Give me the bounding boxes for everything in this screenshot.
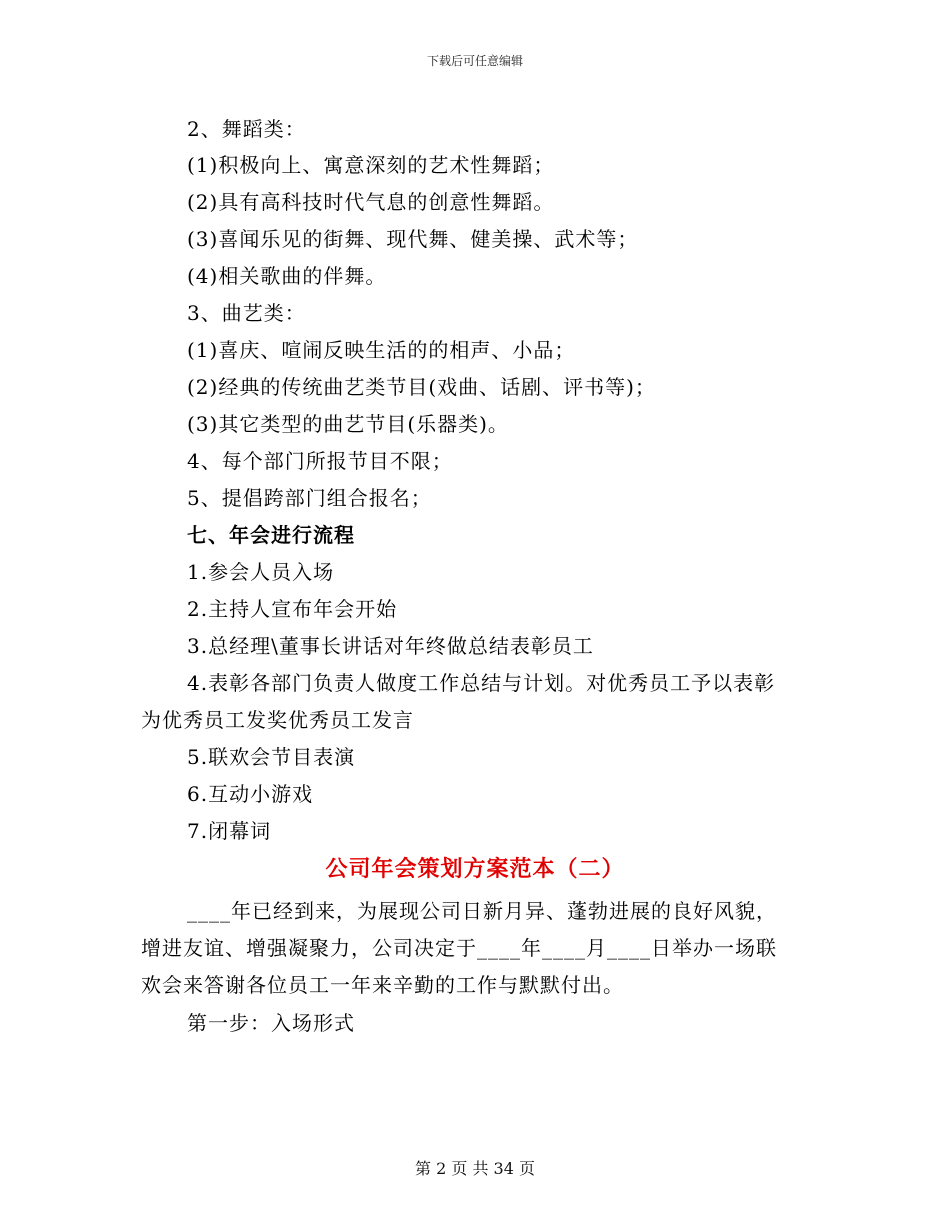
list-item: 2.主持人宣布年会开始 [187,597,398,621]
section-quyi-heading: 3、曲艺类： [187,301,306,325]
list-item: 4、每个部门所报节目不限； [187,449,453,473]
list-item: 5.联欢会节目表演 [187,745,356,769]
list-item: 5、提倡跨部门组合报名； [187,486,432,510]
list-item: 1.参会人员入场 [187,560,335,584]
page-footer: 第 2 页 共 34 页 [415,1159,535,1178]
list-item: 4.表彰各部门负责人做度工作总结与计划。对优秀员工予以表彰 [187,671,776,695]
intro-paragraph-line: 增进友谊、增强凝聚力，公司决定于____年____月____日举办一场联 [141,936,777,960]
list-item: 7.闭幕词 [187,819,272,843]
intro-paragraph-line: ____年已经到来，为展现公司日新月异、蓬勃进展的良好风貌， [187,899,777,923]
list-item: (2)经典的传统曲艺类节目(戏曲、话剧、评书等)； [187,375,656,399]
section-flow-heading: 七、年会进行流程 [187,523,355,547]
list-item: (4)相关歌曲的伴舞。 [187,264,387,288]
list-item: (3)其它类型的曲艺节目(乐器类)。 [187,412,509,436]
document-title: 公司年会策划方案范本（二） [325,856,625,882]
section-dance-heading: 2、舞蹈类： [187,117,306,141]
list-item: 6.互动小游戏 [187,782,314,806]
list-item: (2)具有高科技时代气息的创意性舞蹈。 [187,190,555,214]
step-heading: 第一步：入场形式 [187,1011,355,1035]
list-item: (1)喜庆、喧闹反映生活的的相声、小品； [187,338,576,362]
page-header: 下载后可任意编辑 [426,54,523,68]
list-item: (3)喜闻乐见的街舞、现代舞、健美操、武术等； [187,227,639,251]
list-item: 3.总经理\董事长讲话对年终做总结表彰员工 [187,634,594,658]
intro-paragraph-line: 欢会来答谢各位员工一年来辛勤的工作与默默付出。 [141,973,624,997]
list-item-continuation: 为优秀员工发奖优秀员工发言 [141,708,414,732]
list-item: (1)积极向上、寓意深刻的艺术性舞蹈； [187,153,555,177]
